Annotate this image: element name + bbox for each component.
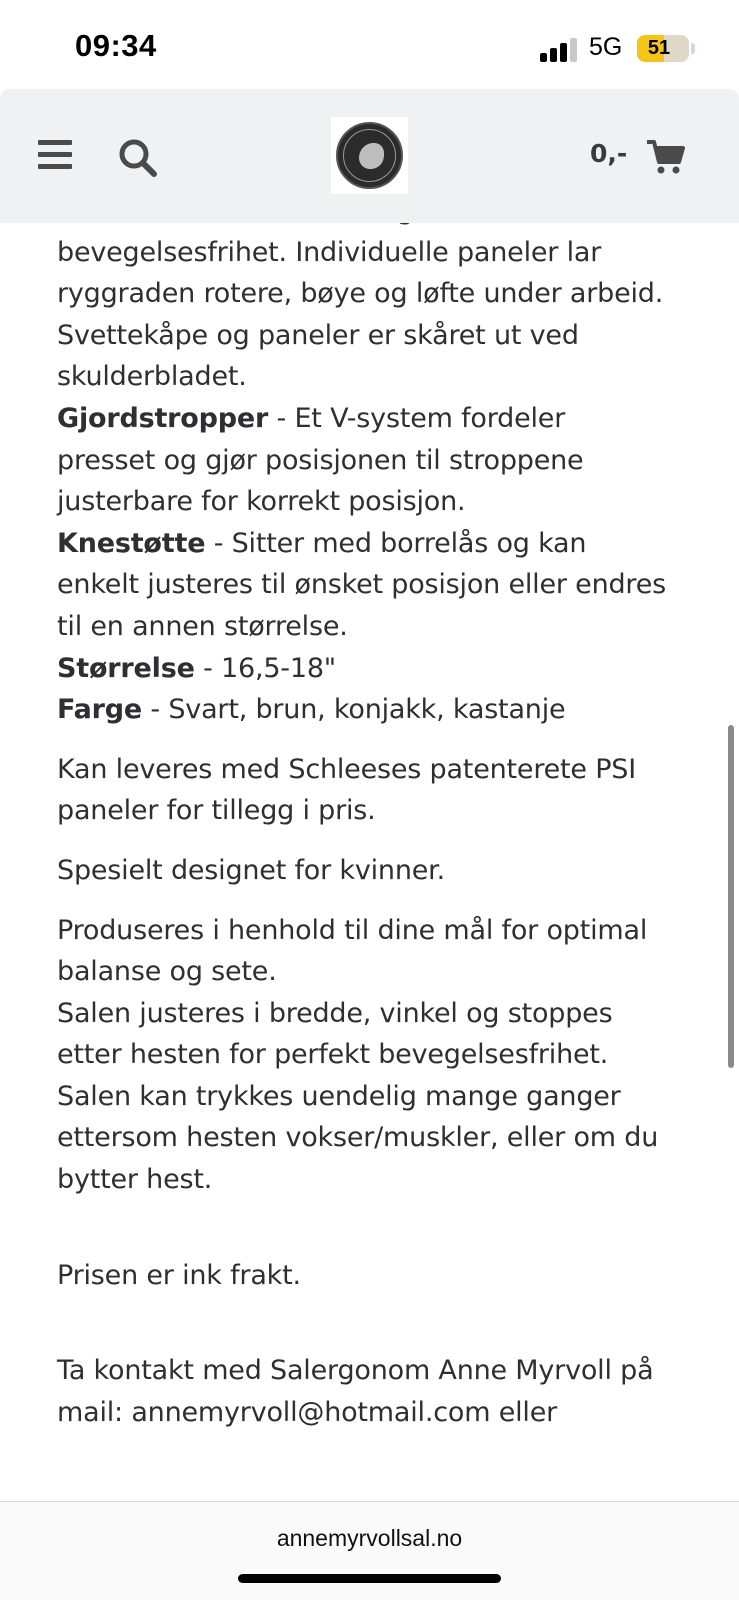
- url-text[interactable]: annemyrvollsal.no: [276, 1525, 463, 1551]
- paragraph-press: Salen kan trykkes uendelig mange ganger ettersom hesten vokser/muskler, eller om du bytter hest.: [57, 1080, 659, 1196]
- spec-girth-straps: [57, 398, 669, 523]
- signal-strength-icon: [540, 36, 578, 62]
- paragraph-panels: bevegelsesfrihet. Individuelle paneler lar ryggraden rotere, bøye og løfte under arbeid. Svettekåpe og paneler er skåret ut ved skulderbladet.: [57, 236, 664, 393]
- site-logo[interactable]: [331, 117, 408, 194]
- intro-block: [57, 190, 669, 731]
- product-description: [57, 190, 669, 1451]
- paragraph-contact: Ta kontakt med Salergonom Anne Myrvoll på mail: annemyrvoll@hotmail.com eller: [57, 1355, 654, 1428]
- spec-text: - Svart, brun, konjakk, kastanje: [142, 694, 566, 726]
- scrollbar[interactable]: [728, 725, 734, 1068]
- production-block: [57, 910, 669, 1201]
- paragraph-women: Spesielt designet for kvinner.: [57, 854, 445, 886]
- search-icon[interactable]: [118, 138, 158, 178]
- logo-emblem: [336, 122, 403, 189]
- home-indicator[interactable]: [238, 1574, 501, 1583]
- spec-size: [57, 648, 669, 690]
- spec-label: Knestøtte: [57, 527, 206, 559]
- menu-icon[interactable]: [38, 140, 72, 170]
- status-bar: [0, 0, 739, 90]
- battery-level: 51: [647, 37, 671, 59]
- spec-text: - Et V-system fordeler presset og gjør posisjonen til stroppene justerbare for korrekt posisjon.: [57, 402, 584, 518]
- spec-label: Gjordstropper: [57, 402, 269, 434]
- battery-icon: [637, 35, 689, 62]
- paragraph-produced: Produseres i henhold til dine mål for optimal balanse og sete.: [57, 914, 648, 988]
- status-time: 09:34: [75, 28, 157, 63]
- spec-text: - 16,5-18": [194, 652, 337, 684]
- cart-total[interactable]: 0,-: [590, 139, 628, 168]
- spec-color: [57, 689, 669, 731]
- spec-label: Farge: [57, 694, 143, 726]
- spec-label: Størrelse: [57, 652, 195, 684]
- paragraph-psi: Kan leveres med Schleeses patenterete PSI paneler for tillegg i pris.: [57, 753, 636, 827]
- cart-icon[interactable]: [645, 138, 685, 176]
- spec-text: - Sitter med borrelås og kan enkelt justeres til ønsket posisjon eller endres til en annen størrelse.: [57, 527, 667, 642]
- paragraph-price: Prisen er ink frakt.: [57, 1259, 301, 1291]
- paragraph-adjust: Salen justeres i bredde, vinkel og stoppes etter hesten for perfekt bevegelsesfrihet.: [57, 997, 613, 1071]
- battery-cap: [691, 43, 695, 54]
- spec-knee-support: [57, 523, 669, 648]
- network-type: 5G: [589, 33, 623, 61]
